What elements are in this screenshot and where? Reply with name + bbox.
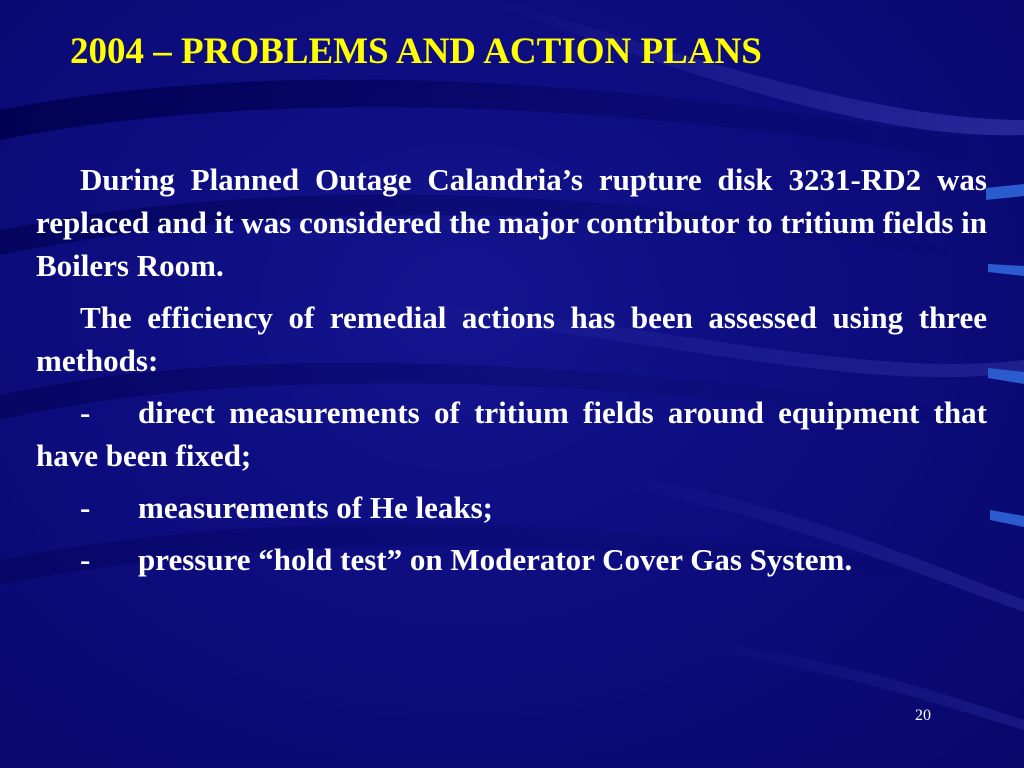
slide-title: 2004 – PROBLEMS AND ACTION PLANS bbox=[70, 31, 762, 72]
bullet-text: pressure “hold test” on Moderator Cover Gas System. bbox=[138, 542, 853, 577]
bullet-dash: - bbox=[80, 395, 91, 430]
bullet-item bbox=[36, 486, 987, 529]
bullet-dash: - bbox=[80, 490, 91, 525]
bullet-text: measurements of He leaks; bbox=[138, 490, 494, 525]
page-number: 20 bbox=[915, 707, 931, 724]
paragraph-rupture-disk: During Planned Outage Calandria’s rupture disk 3231-RD2 was replaced and it was considered the major contributor to tritium fields in Boilers Room. bbox=[36, 162, 987, 283]
paragraph-efficiency: The efficiency of remedial actions has been assessed using three methods: bbox=[36, 300, 987, 378]
slide-body bbox=[36, 158, 987, 590]
bullet-dash: - bbox=[80, 542, 91, 577]
bullet-item bbox=[36, 538, 987, 581]
bullet-item bbox=[36, 391, 987, 477]
bullet-text: direct measurements of tritium fields around equipment that have been fixed; bbox=[36, 395, 987, 473]
